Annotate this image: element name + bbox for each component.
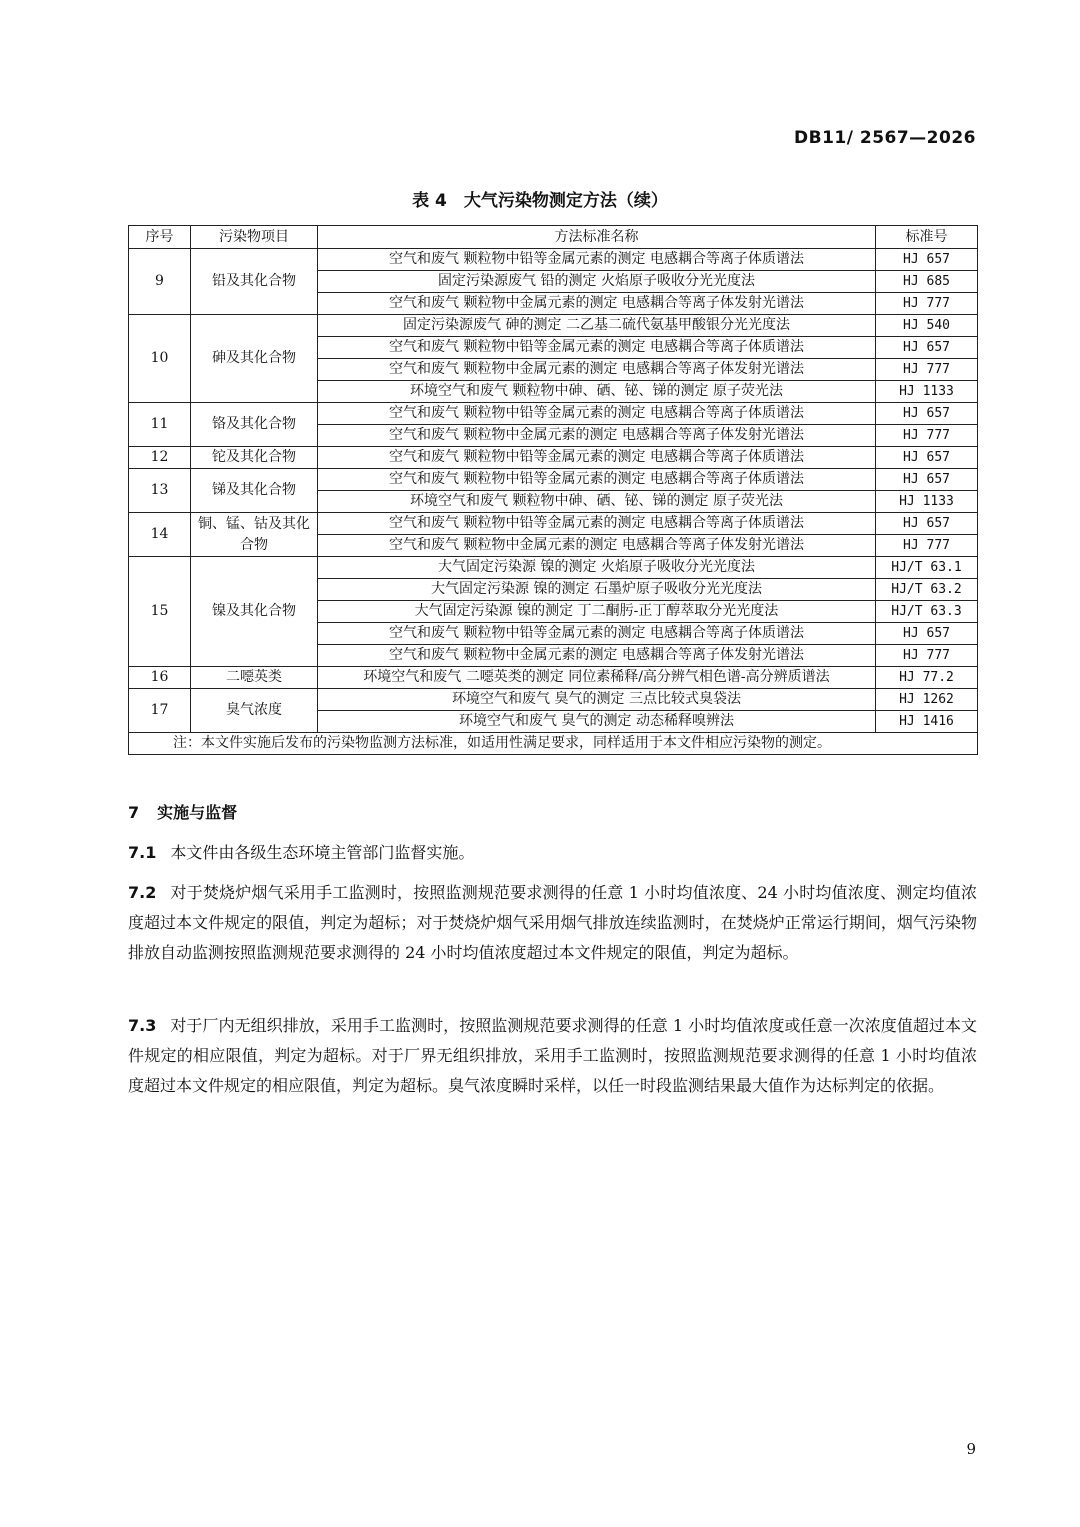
cell-standard-no: HJ 777 — [876, 359, 978, 381]
page-number: 9 — [966, 1440, 976, 1458]
cell-standard-no: HJ 1133 — [876, 491, 978, 513]
cell-standard-no: HJ 657 — [876, 623, 978, 645]
cell-standard-no: HJ 685 — [876, 271, 978, 293]
table-row — [129, 557, 978, 579]
cell-standard-no: HJ 657 — [876, 403, 978, 425]
cell-method-name: 空气和废气 颗粒物中铅等金属元素的测定 电感耦合等离子体质谱法 — [318, 249, 876, 271]
section-number: 7 — [128, 803, 140, 822]
cell-method-name: 固定污染源废气 砷的测定 二乙基二硫代氨基甲酸银分光光度法 — [318, 315, 876, 337]
cell-pollutant: 铅及其化合物 — [191, 249, 318, 315]
paragraph-text: 对于焚烧炉烟气采用手工监测时，按照监测规范要求测得的任意 1 小时均值浓度、24 小时均值浓度、测定均值浓度超过本文件规定的限值，判定为超标；对于焚烧炉烟气采用烟气排放连续监测时，在焚烧炉正常运行期间，烟气污染物排放自动监测按照监测规范要求测得的 24 小时均值浓度超过本文件规定的限值，判定为超标。 — [128, 883, 977, 962]
cell-method-name: 环境空气和废气 臭气的测定 动态稀释嗅辨法 — [318, 711, 876, 733]
cell-method-name: 大气固定污染源 镍的测定 石墨炉原子吸收分光光度法 — [318, 579, 876, 601]
cell-standard-no: HJ 657 — [876, 447, 978, 469]
table-row — [129, 667, 978, 689]
cell-method-name: 空气和废气 颗粒物中铅等金属元素的测定 电感耦合等离子体质谱法 — [318, 447, 876, 469]
table-row — [129, 447, 978, 469]
cell-standard-no: HJ 657 — [876, 249, 978, 271]
cell-no: 12 — [129, 447, 191, 469]
column-header-method: 方法标准名称 — [318, 226, 876, 249]
cell-standard-no: HJ/T 63.3 — [876, 601, 978, 623]
cell-no: 16 — [129, 667, 191, 689]
cell-standard-no: HJ 657 — [876, 513, 978, 535]
column-header-std: 标准号 — [876, 226, 978, 249]
paragraph-number: 7.1 — [128, 843, 157, 862]
document-code: DB11/ 2567—2026 — [794, 128, 976, 148]
paragraph-7-2 — [128, 878, 977, 968]
cell-standard-no: HJ 77.2 — [876, 667, 978, 689]
cell-standard-no: HJ 777 — [876, 535, 978, 557]
table-row — [129, 689, 978, 711]
table-title: 表 4 大气污染物测定方法（续） — [412, 191, 668, 211]
cell-method-name: 空气和废气 颗粒物中金属元素的测定 电感耦合等离子体发射光谱法 — [318, 645, 876, 667]
cell-method-name: 环境空气和废气 颗粒物中砷、硒、铋、锑的测定 原子荧光法 — [318, 381, 876, 403]
cell-pollutant: 铊及其化合物 — [191, 447, 318, 469]
table-note: 注：本文件实施后发布的污染物监测方法标准，如适用性满足要求，同样适用于本文件相应污染物的测定。 — [129, 733, 978, 755]
cell-pollutant: 铜、锰、钴及其化合物 — [191, 513, 318, 557]
table-row — [129, 249, 978, 271]
cell-no: 14 — [129, 513, 191, 557]
cell-standard-no: HJ 1133 — [876, 381, 978, 403]
table-body — [129, 249, 978, 733]
cell-pollutant: 镍及其化合物 — [191, 557, 318, 667]
cell-no: 13 — [129, 469, 191, 513]
cell-no: 11 — [129, 403, 191, 447]
table-row — [129, 513, 978, 535]
table-row — [129, 315, 978, 337]
cell-standard-no: HJ/T 63.1 — [876, 557, 978, 579]
cell-standard-no: HJ 657 — [876, 469, 978, 491]
cell-pollutant: 锑及其化合物 — [191, 469, 318, 513]
cell-pollutant: 臭气浓度 — [191, 689, 318, 733]
cell-method-name: 空气和废气 颗粒物中铅等金属元素的测定 电感耦合等离子体质谱法 — [318, 469, 876, 491]
column-header-no: 序号 — [129, 226, 191, 249]
cell-method-name: 大气固定污染源 镍的测定 火焰原子吸收分光光度法 — [318, 557, 876, 579]
cell-standard-no: HJ/T 63.2 — [876, 579, 978, 601]
paragraph-text: 对于厂内无组织排放，采用手工监测时，按照监测规范要求测得的任意 1 小时均值浓度或任意一次浓度值超过本文件规定的相应限值，判定为超标。对于厂界无组织排放，采用手工监测时，按照监测规范要求测得的任意 1 小时均值浓度超过本文件规定的相应限值，判定为超标。臭气浓度瞬时采样，以任一时段监测结果最大值作为达标判定的依据。 — [128, 1016, 977, 1095]
cell-method-name: 空气和废气 颗粒物中铅等金属元素的测定 电感耦合等离子体质谱法 — [318, 403, 876, 425]
cell-pollutant: 砷及其化合物 — [191, 315, 318, 403]
cell-no: 17 — [129, 689, 191, 733]
cell-standard-no: HJ 657 — [876, 337, 978, 359]
cell-method-name: 空气和废气 颗粒物中金属元素的测定 电感耦合等离子体发射光谱法 — [318, 293, 876, 315]
cell-standard-no: HJ 777 — [876, 425, 978, 447]
cell-standard-no: HJ 777 — [876, 293, 978, 315]
table-row — [129, 469, 978, 491]
cell-method-name: 环境空气和废气 颗粒物中砷、硒、铋、锑的测定 原子荧光法 — [318, 491, 876, 513]
paragraph-7-3 — [128, 1011, 977, 1101]
cell-method-name: 空气和废气 颗粒物中铅等金属元素的测定 电感耦合等离子体质谱法 — [318, 623, 876, 645]
cell-method-name: 空气和废气 颗粒物中金属元素的测定 电感耦合等离子体发射光谱法 — [318, 359, 876, 381]
cell-pollutant: 二噁英类 — [191, 667, 318, 689]
cell-no: 15 — [129, 557, 191, 667]
cell-method-name: 环境空气和废气 臭气的测定 三点比较式臭袋法 — [318, 689, 876, 711]
cell-method-name: 空气和废气 颗粒物中金属元素的测定 电感耦合等离子体发射光谱法 — [318, 535, 876, 557]
column-header-item: 污染物项目 — [191, 226, 318, 249]
cell-method-name: 环境空气和废气 二噁英类的测定 同位素稀释/高分辨气相色谱-高分辨质谱法 — [318, 667, 876, 689]
paragraph-number: 7.2 — [128, 883, 157, 902]
methods-table — [128, 225, 978, 755]
paragraph-number: 7.3 — [128, 1016, 157, 1035]
cell-standard-no: HJ 1262 — [876, 689, 978, 711]
cell-method-name: 空气和废气 颗粒物中铅等金属元素的测定 电感耦合等离子体质谱法 — [318, 513, 876, 535]
section-title: 实施与监督 — [157, 803, 238, 822]
cell-method-name: 大气固定污染源 镍的测定 丁二酮肟-正丁醇萃取分光光度法 — [318, 601, 876, 623]
paragraph-7-1 — [128, 838, 977, 868]
section-heading — [128, 800, 255, 823]
cell-pollutant: 铬及其化合物 — [191, 403, 318, 447]
cell-no: 10 — [129, 315, 191, 403]
cell-method-name: 空气和废气 颗粒物中铅等金属元素的测定 电感耦合等离子体质谱法 — [318, 337, 876, 359]
cell-standard-no: HJ 1416 — [876, 711, 978, 733]
cell-standard-no: HJ 777 — [876, 645, 978, 667]
cell-method-name: 空气和废气 颗粒物中金属元素的测定 电感耦合等离子体发射光谱法 — [318, 425, 876, 447]
table-note-row — [129, 733, 978, 755]
cell-method-name: 固定污染源废气 铅的测定 火焰原子吸收分光光度法 — [318, 271, 876, 293]
cell-standard-no: HJ 540 — [876, 315, 978, 337]
cell-no: 9 — [129, 249, 191, 315]
paragraph-text: 本文件由各级生态环境主管部门监督实施。 — [170, 843, 475, 862]
table-header-row — [129, 226, 978, 249]
table-row — [129, 403, 978, 425]
